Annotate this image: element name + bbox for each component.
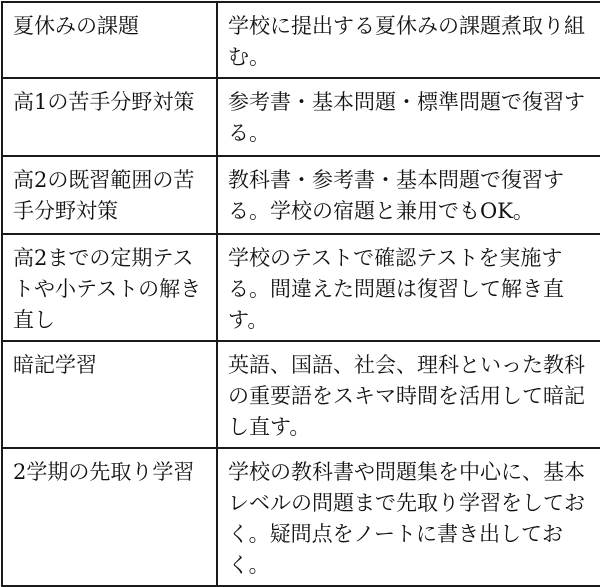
task-description-cell: 教科書・参考書・基本問題で復習する。学校の宿題と兼用でもOK。 [217, 156, 600, 234]
table-row [2, 448, 600, 586]
task-description-cell: 参考書・基本問題・標準問題で復習する。 [217, 78, 600, 156]
table-row [2, 341, 600, 448]
task-description-cell: 学校のテストで確認テストを実施する。間違えた問題は復習して解き直す。 [217, 234, 600, 341]
table-row [2, 78, 600, 156]
task-name-cell: 高1の苦手分野対策 [2, 78, 217, 156]
study-plan-table [1, 1, 600, 587]
task-name-cell: 暗記学習 [2, 341, 217, 448]
task-name-cell: 高2までの定期テストや小テストの解き直し [2, 234, 217, 341]
task-description-cell: 学校の教科書や問題集を中心に、基本レベルの問題まで先取り学習をしておく。疑問点をノートに書き出しておく。 [217, 448, 600, 586]
task-name-cell: 2学期の先取り学習 [2, 448, 217, 586]
task-name-cell: 夏休みの課題 [2, 2, 217, 78]
task-name-cell: 高2の既習範囲の苦手分野対策 [2, 156, 217, 234]
table-row [2, 234, 600, 341]
task-description-cell: 学校に提出する夏休みの課題煮取り組む。 [217, 2, 600, 78]
table-row [2, 156, 600, 234]
table-row [2, 2, 600, 78]
task-description-cell: 英語、国語、社会、理科といった教科の重要語をスキマ時間を活用して暗記し直す。 [217, 341, 600, 448]
